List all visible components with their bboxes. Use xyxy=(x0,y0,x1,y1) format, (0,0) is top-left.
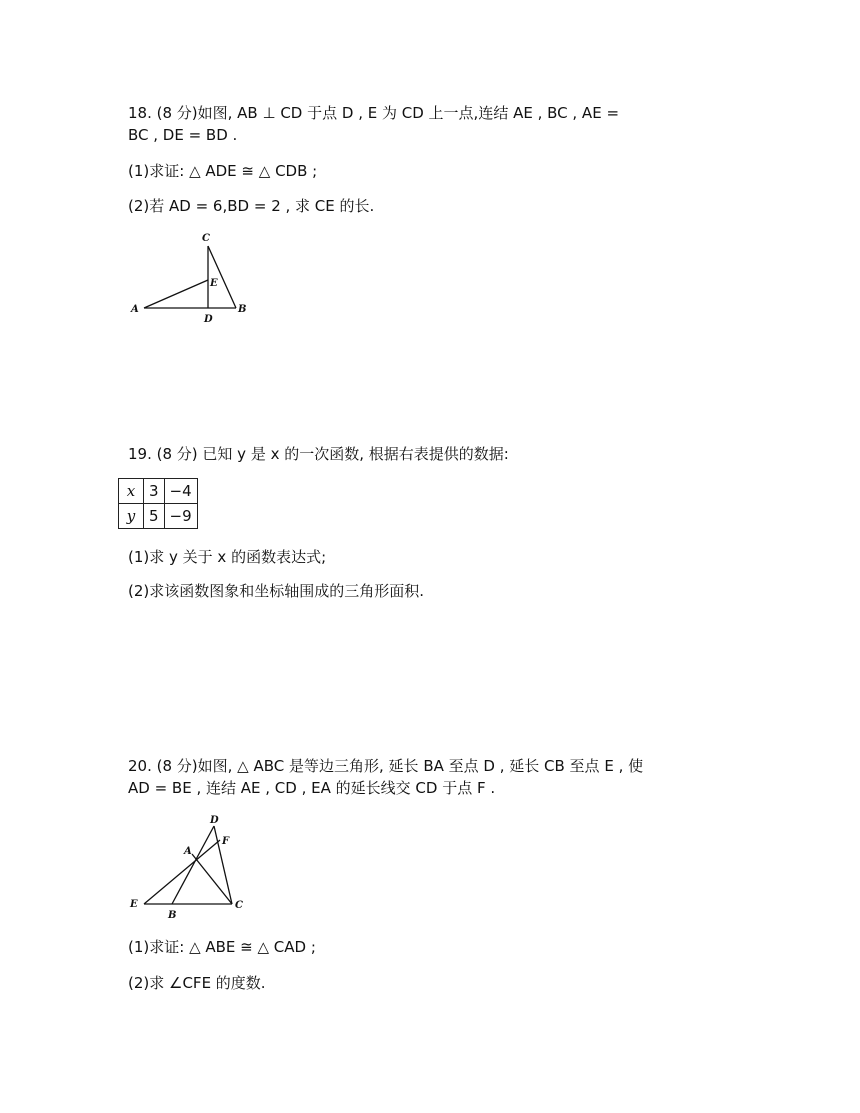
q18-label-a: A xyxy=(131,304,139,315)
q18-segment-cb xyxy=(208,246,236,308)
table-cell: 3 xyxy=(144,479,165,504)
q18-segment-ae xyxy=(144,280,208,308)
q20-label-f: F xyxy=(222,836,230,847)
q20-part1: (1)求证: △ ABE ≅ △ CAD ; xyxy=(128,938,316,956)
q20-figure xyxy=(120,810,260,922)
q20-stem-line1: 20. (8 分)如图, △ ABC 是等边三角形, 延长 BA 至点 D , 延长 CB 至点 E , 使 xyxy=(128,757,644,775)
table-cell: 5 xyxy=(144,504,165,529)
q19-stem: 19. (8 分) 已知 y 是 x 的一次函数, 根据右表提供的数据: xyxy=(128,445,509,463)
q18-figure xyxy=(120,228,260,328)
table-cell: x xyxy=(119,479,144,504)
q19-part2: (2)求该函数图象和坐标轴围成的三角形面积. xyxy=(128,582,425,600)
q18-part1: (1)求证: △ ADE ≅ △ CDB ; xyxy=(128,162,318,180)
q19-value-table xyxy=(118,478,198,529)
q20-segment-ef xyxy=(144,840,220,904)
q20-label-e: E xyxy=(130,899,138,910)
q18-stem-line1: 18. (8 分)如图, AB ⊥ CD 于点 D , E 为 CD 上一点,连结 AE , BC , AE = xyxy=(128,104,620,122)
table-row xyxy=(119,504,198,529)
q20-label-b: B xyxy=(168,910,177,921)
table-cell: y xyxy=(119,504,144,529)
q20-segment-bd xyxy=(172,826,214,904)
q18-label-b: B xyxy=(238,304,247,315)
q20-stem-line2: AD = BE , 连结 AE , CD , EA 的延长线交 CD 于点 F . xyxy=(128,779,496,797)
q18-label-c: C xyxy=(202,233,210,244)
q19-part1: (1)求 y 关于 x 的函数表达式; xyxy=(128,548,327,566)
q20-label-c: C xyxy=(235,900,243,911)
q20-part2: (2)求 ∠CFE 的度数. xyxy=(128,974,266,992)
q18-stem-line2: BC , DE = BD . xyxy=(128,126,238,144)
table-row xyxy=(119,479,198,504)
table-cell: −9 xyxy=(164,504,197,529)
q20-label-a: A xyxy=(184,846,192,857)
table-cell: −4 xyxy=(164,479,197,504)
q18-part2: (2)若 AD = 6,BD = 2 , 求 CE 的长. xyxy=(128,197,375,215)
q20-label-d: D xyxy=(210,815,219,826)
q18-label-d: D xyxy=(204,314,213,325)
q18-label-e: E xyxy=(210,278,218,289)
